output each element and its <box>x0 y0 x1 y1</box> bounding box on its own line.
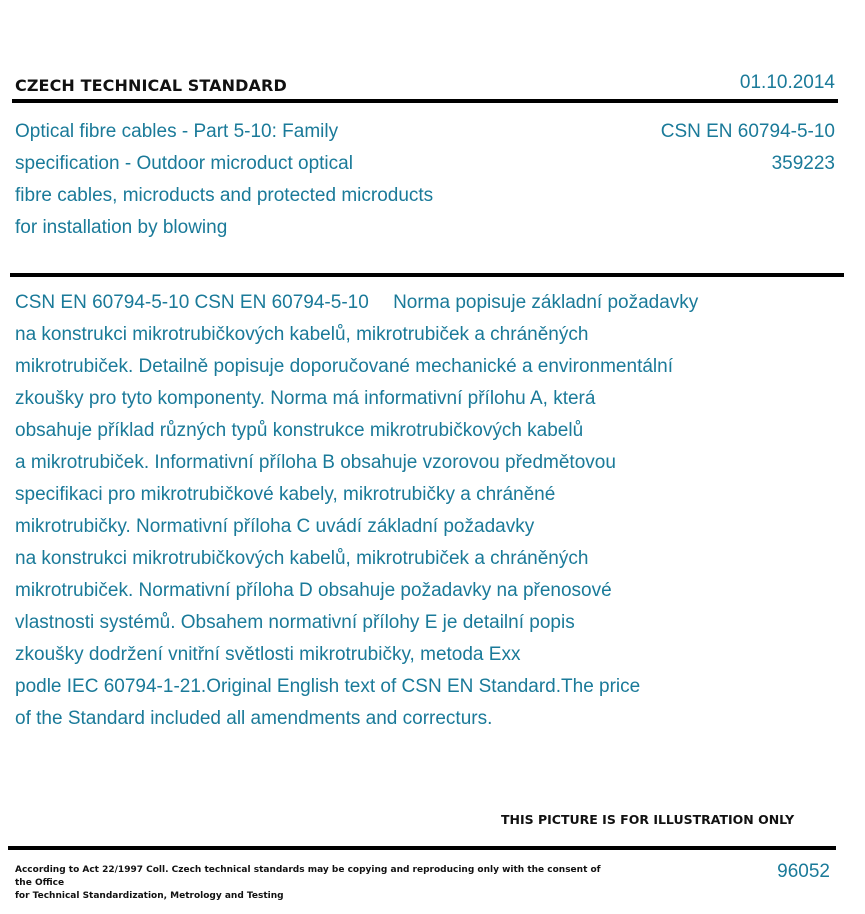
body-line: obsahuje příklad různých typů konstrukce mikrotrubičkových kabelů <box>15 420 584 441</box>
body-line: na konstrukci mikrotrubičkových kabelů, mikrotrubiček a chráněných <box>15 324 589 345</box>
title-line: for installation by blowing <box>15 217 228 238</box>
standard-description <box>15 287 835 735</box>
standard-code: CSN EN 60794-5-10 <box>660 121 835 142</box>
body-line: mikrotrubiček. Normativní příloha D obsahuje požadavky na přenosové <box>15 580 612 601</box>
legal-note <box>15 864 615 903</box>
body-line: podle IEC 60794-1-21.Original English text of CSN EN Standard.The price <box>15 676 641 697</box>
title-line: specification - Outdoor microduct optical <box>15 153 353 174</box>
body-line: vlastnosti systémů. Obsahem normativní přílohy E je detailní popis <box>15 612 575 633</box>
body-line: mikrotrubiček. Detailně popisuje doporučované mechanické a environmentální <box>15 356 673 377</box>
issue-date: 01.10.2014 <box>739 72 835 93</box>
legal-note-line: for Technical Standardization, Metrology and Testing <box>15 891 284 901</box>
standard-title <box>15 116 515 244</box>
title-line: fibre cables, microducts and protected microducts <box>15 185 434 206</box>
catalog-number: 359223 <box>771 153 835 174</box>
title-line: Optical fibre cables - Part 5-10: Family <box>15 121 339 142</box>
body-line: a mikrotrubiček. Informativní příloha B obsahuje vzorovou předmětovou <box>15 452 616 473</box>
body-line: mikrotrubičky. Normativní příloha C uvádí základní požadavky <box>15 516 535 537</box>
body-line: zkoušky dodržení vnitřní světlosti mikrotrubičky, metoda Exx <box>15 644 521 665</box>
footer-divider <box>8 846 836 850</box>
body-line: of the Standard included all amendments and correcturs. <box>15 708 493 729</box>
title-divider <box>10 273 844 277</box>
illustration-note: THIS PICTURE IS FOR ILLUSTRATION ONLY <box>501 812 795 827</box>
body-line: specifikaci pro mikrotrubičkové kabely, mikrotrubičky a chráněné <box>15 484 556 505</box>
standard-codes <box>661 116 835 180</box>
document-number: 96052 <box>777 861 830 882</box>
header-label: CZECH TECHNICAL STANDARD <box>15 76 287 95</box>
legal-note-line: According to Act 22/1997 Coll. Czech technical standards may be copying and reproducing only with the consent of the Office <box>15 865 601 888</box>
body-line: CSN EN 60794-5-10 CSN EN 60794-5-10 Norma popisuje základní požadavky <box>15 292 699 313</box>
body-line: na konstrukci mikrotrubičkových kabelů, mikrotrubiček a chráněných <box>15 548 589 569</box>
body-line: zkoušky pro tyto komponenty. Norma má informativní přílohu A, která <box>15 388 596 409</box>
header-divider <box>12 99 838 103</box>
